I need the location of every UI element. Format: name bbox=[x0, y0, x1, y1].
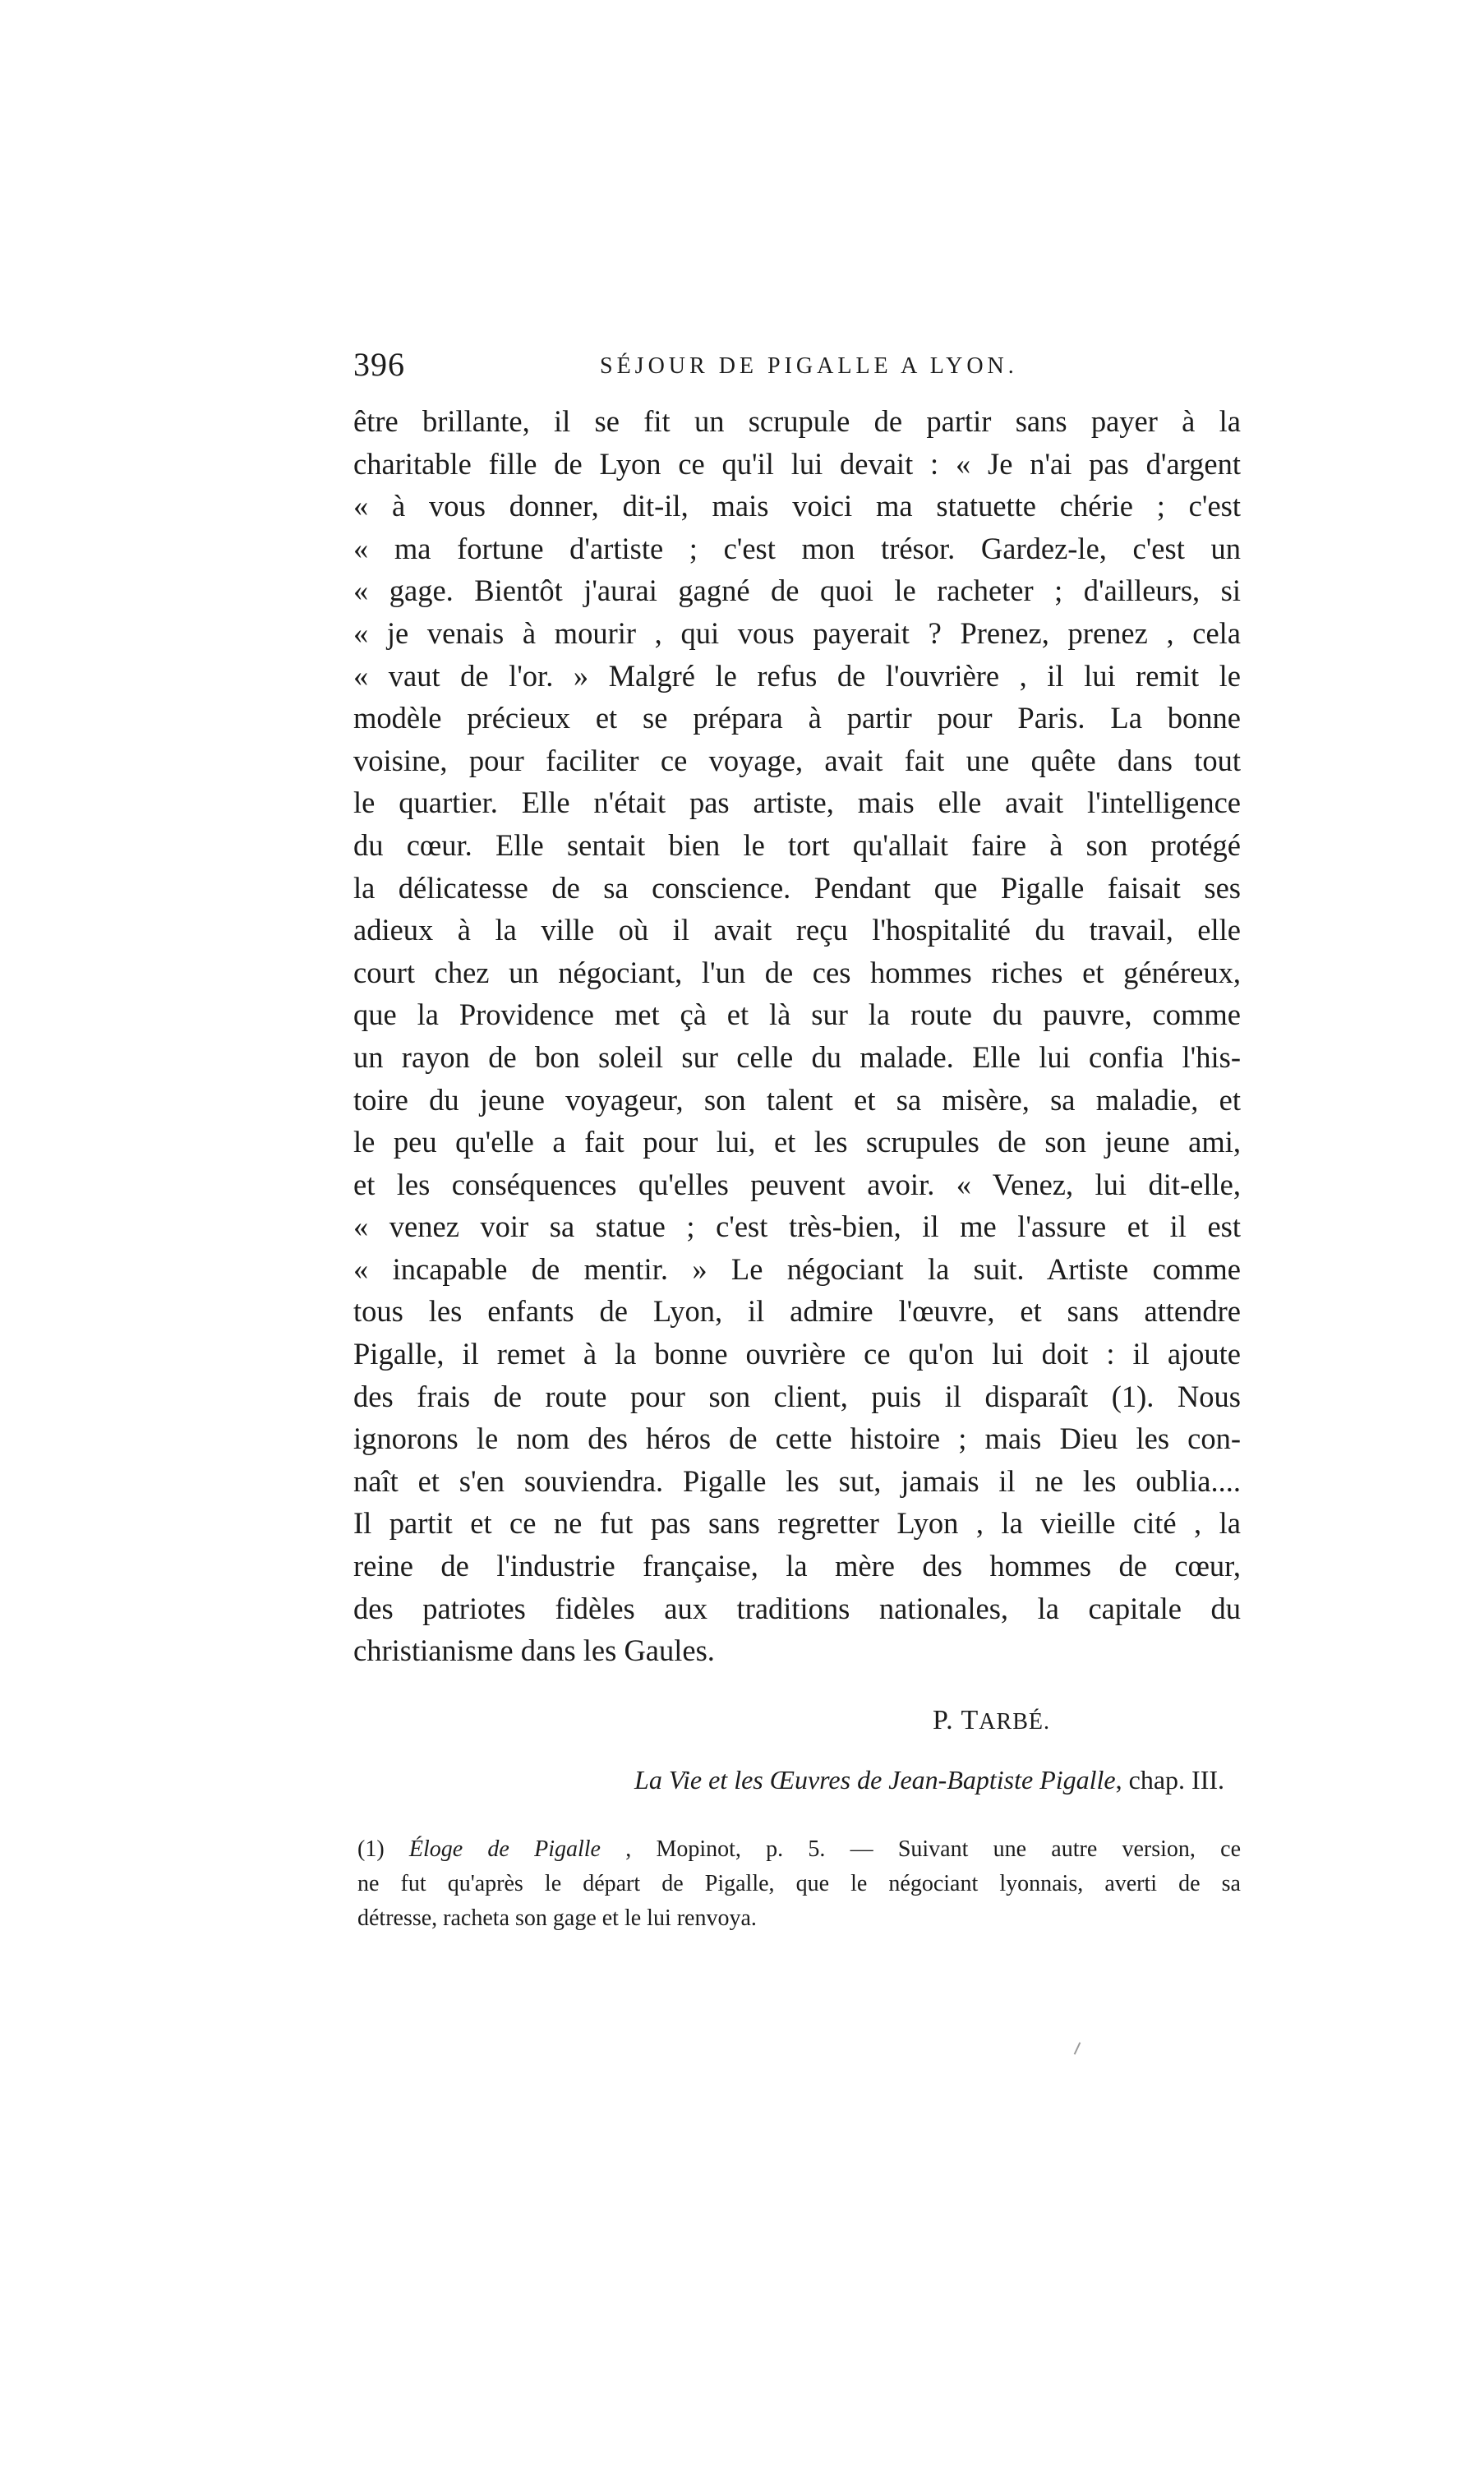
text-line: court chez un négociant, l'un de ces hommes riches et généreux, bbox=[353, 955, 1241, 989]
footnote-work: Éloge de Pigalle bbox=[408, 1836, 601, 1862]
footnote-line1-rest: , Mopinot, p. 5. — Suivant une autre version, ce bbox=[600, 1836, 1241, 1862]
body-text bbox=[353, 400, 1241, 1672]
text-line: le quartier. Elle n'était pas artiste, mais elle avait l'intelligence bbox=[353, 786, 1241, 820]
text-line: « ma fortune d'artiste ; c'est mon trésor. Gardez-le, c'est un bbox=[353, 531, 1241, 565]
text-line: adieux à la ville où il avait reçu l'hospitalité du travail, elle bbox=[353, 913, 1241, 947]
text-line: Pigalle, il remet à la bonne ouvrière ce qu'on lui doit : il ajoute bbox=[353, 1337, 1241, 1371]
footnotes bbox=[357, 1832, 1241, 1936]
text-line: des patriotes fidèles aux traditions nationales, la capitale du bbox=[353, 1591, 1241, 1625]
text-line: toire du jeune voyageur, son talent et sa misère, sa maladie, et bbox=[353, 1082, 1241, 1117]
text-line: naît et s'en souviendra. Pigalle les sut, jamais il ne les oublia.... bbox=[353, 1463, 1241, 1498]
text-line: charitable fille de Lyon ce qu'il lui devait : « Je n'ai pas d'argent bbox=[353, 446, 1241, 481]
source-title: La Vie et les Œuvres de Jean-Baptiste Pigalle bbox=[634, 1765, 1116, 1795]
running-title: SÉJOUR DE PIGALLE A LYON. bbox=[600, 353, 1018, 379]
text-line: « je venais à mourir , qui vous payerait ? Prenez, prenez , cela bbox=[353, 615, 1241, 650]
text-line: « gage. Bientôt j'aurai gagné de quoi le racheter ; d'ailleurs, si bbox=[353, 574, 1241, 608]
text-line: la délicatesse de sa conscience. Pendant que Pigalle faisait ses bbox=[353, 870, 1241, 905]
text-line: le peu qu'elle a fait pour lui, et les scrupules de son jeune ami, bbox=[353, 1125, 1241, 1159]
text-line: Il partit et ce ne fut pas sans regretter Lyon , la vieille cité , la bbox=[353, 1506, 1241, 1541]
signature-initial: P. T bbox=[933, 1705, 979, 1735]
text-line: des frais de route pour son client, puis il disparaît (1). Nous bbox=[353, 1379, 1241, 1413]
source-citation bbox=[518, 1765, 1224, 1795]
running-head bbox=[353, 345, 1253, 394]
text-line: voisine, pour faciliter ce voyage, avait fait une quête dans tout bbox=[353, 743, 1241, 777]
text-line: reine de l'industrie française, la mère des hommes de cœur, bbox=[353, 1549, 1241, 1583]
text-line: « à vous donner, dit-il, mais voici ma statuette chérie ; c'est bbox=[353, 489, 1241, 523]
footnote-line: détresse, racheta son gage et le lui renvoya. bbox=[357, 1905, 757, 1931]
text-line: « venez voir sa statue ; c'est très-bien, il me l'assure et il est bbox=[353, 1209, 1241, 1244]
text-line: modèle précieux et se prépara à partir pour Paris. La bonne bbox=[353, 701, 1241, 735]
text-line: être brillante, il se fit un scrupule de partir sans payer à la bbox=[353, 404, 1241, 438]
footnote-marker: (1) bbox=[357, 1836, 409, 1862]
text-line: un rayon de bon soleil sur celle du malade. Elle lui confia l'his- bbox=[353, 1039, 1241, 1074]
text-line: ignorons le nom des héros de cette histoire ; mais Dieu les con- bbox=[353, 1421, 1241, 1456]
text-line: « vaut de l'or. » Malgré le refus de l'ouvrière , il lui remit le bbox=[353, 658, 1241, 693]
text-line: christianisme dans les Gaules. bbox=[353, 1633, 715, 1668]
signature-rest: ARBÉ. bbox=[979, 1709, 1050, 1735]
text-line: du cœur. Elle sentait bien le tort qu'allait faire à son protégé bbox=[353, 827, 1241, 862]
page-number: 396 bbox=[353, 346, 405, 383]
text-line: que la Providence met çà et là sur la route du pauvre, comme bbox=[353, 998, 1241, 1032]
footnote-line: ne fut qu'après le départ de Pigalle, que le négociant lyonnais, averti de sa bbox=[357, 1871, 1241, 1896]
paper-blemish bbox=[1074, 2042, 1081, 2054]
text-line: et les conséquences qu'elles peuvent avoir. « Venez, lui dit-elle, bbox=[353, 1167, 1241, 1201]
text-line: tous les enfants de Lyon, il admire l'œuvre, et sans attendre bbox=[353, 1294, 1241, 1329]
footnote-line bbox=[357, 1832, 1241, 1867]
author-signature bbox=[933, 1705, 1050, 1736]
text-line: « incapable de mentir. » Le négociant la suit. Artiste comme bbox=[353, 1251, 1241, 1286]
source-chapter: , chap. III. bbox=[1115, 1765, 1224, 1795]
